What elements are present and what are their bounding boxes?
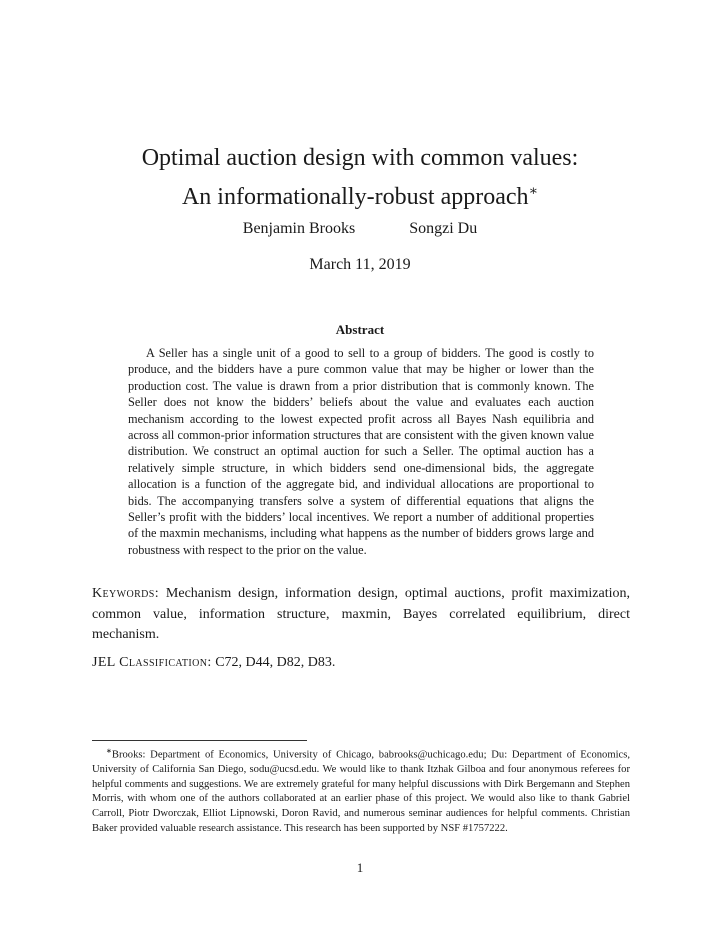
page-number: 1: [356, 860, 364, 875]
title-line-2: [0, 175, 720, 214]
paper-title: [0, 141, 720, 214]
keywords-text: Mechanism design, information design, optimal auctions, profit maximization, common value, information structure, maxmin, Bayes correlated equilibrium, direct mechanism.: [92, 586, 631, 642]
title-footnote-mark: ∗: [528, 184, 539, 199]
title-line-1: Optimal auction design with common values:: [141, 145, 579, 171]
footnote-mark: ∗: [106, 747, 112, 755]
author-name: Songzi Du: [409, 220, 478, 237]
paper-date: March 11, 2019: [309, 256, 411, 273]
author-name: Benjamin Brooks: [242, 220, 356, 237]
footnote-text: Brooks: Department of Economics, University of Chicago, babrooks@uchicago.edu; Du: Department of Economics, University of California San Diego, sodu@ucsd.edu. We would like to thank Itzhak Gilboa and four anonymous referees for helpful comments and suggestions. We are extremely grateful for many helpful discussions with Dirk Bergemann and Stephen Morris, with whom one of the authors collaborated at an earlier phase of this project. We would also like to thank Gabriel Carroll, Piotr Dworczak, Elliot Lipnowski, Doron Ravid, and numerous seminar audiences for helpful comments. Christian Baker provided valuable research assistance. This research has been supported by NSF #1757222.: [92, 749, 630, 834]
keywords-label: Keywords:: [92, 586, 160, 601]
title-line-2-text: An informationally-robust approach: [181, 184, 529, 210]
author-list: [0, 220, 720, 238]
footnote: [92, 744, 630, 836]
jel-label: JEL Classification:: [92, 655, 212, 670]
jel-codes: C72, D44, D82, D83.: [215, 655, 336, 670]
keywords-paragraph: [92, 584, 630, 646]
abstract-heading: Abstract: [335, 322, 385, 337]
abstract-text: A Seller has a single unit of a good to sell to a group of bidders. The good is costly to produce, and the bidders have a pure common value that may be higher or lower than the production cost. The value is drawn from a prior distribution that is commonly known. The Seller does not know the bidders’ beliefs about the value and evaluates each auction mechanism according to the lowest expected profit across all Bayes Nash equilibria and across all common-prior information structures that are consistent with the given known value distribution. We construct an optimal auction for such a Seller. The optimal auction has a relatively simple structure, in which bidders send one-dimensional bids, the aggregate allocation is a function of the aggregate bid, and individual allocations are proportional to bids. The accompanying transfers solve a system of differential equations that aligns the Seller’s profit with the bidders’ local incentives. We report a number of additional properties of the maxmin mechanisms, including what happens as the number of bidders grows large and robustness with respect to the prior on the value.: [128, 346, 594, 557]
footnote-divider: [92, 740, 307, 741]
jel-classification: [92, 653, 630, 673]
